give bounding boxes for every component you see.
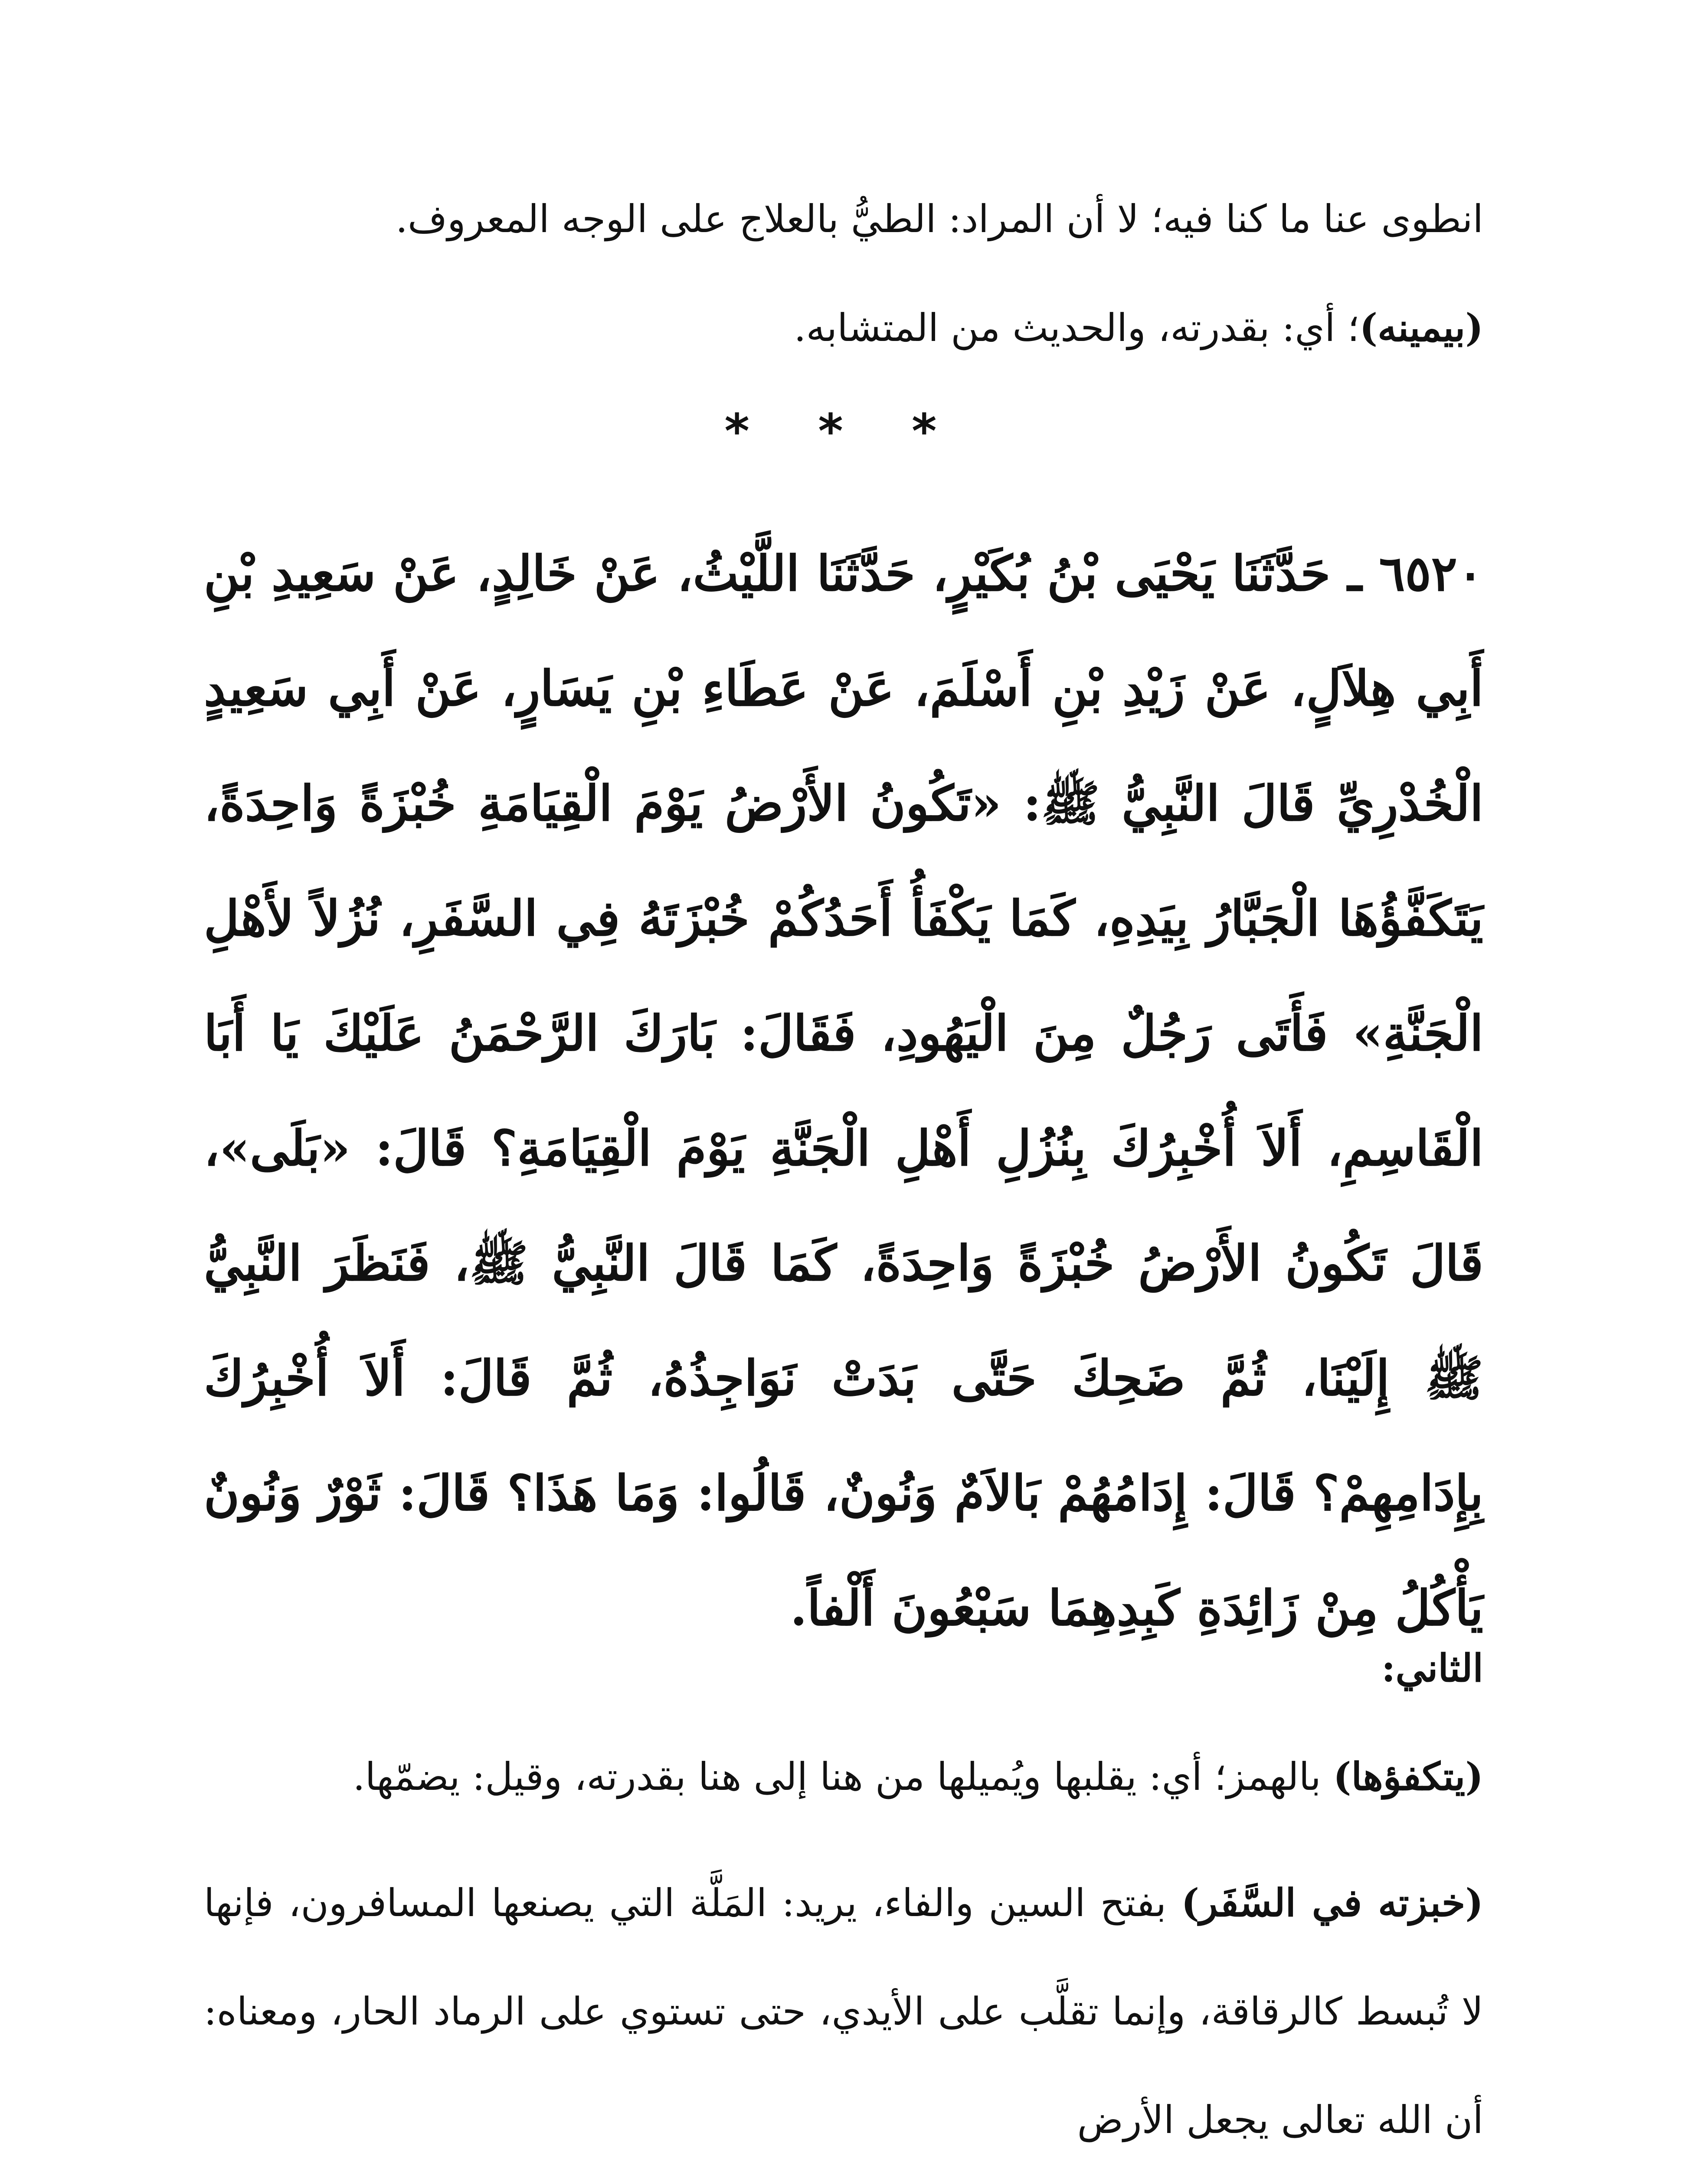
term-biyaminihi: (بيمينه) <box>1359 305 1483 350</box>
hadith-text: ٦٥٢٠ ـ حَدَّثَنَا يَحْيَى بْنُ بُكَيْرٍ، حَدَّثَنَا اللَّيْثُ، عَنْ خَالِدٍ، عَنْ سَعِيدِ بْنِ أَبِي هِلاَلٍ، عَنْ زَيْدِ بْنِ أَسْلَمَ، عَنْ عَطَاءِ بْنِ يَسَارٍ، عَنْ أَبِي سَعِيدٍ الْخُدْرِيِّ قَالَ النَّبِيُّ ﷺ: «تَكُونُ الأَرْضُ يَوْمَ الْقِيَامَةِ خُبْزَةً وَاحِدَةً، يَتَكَفَّؤُهَا الْجَبَّارُ بِيَدِهِ، كَمَا يَكْفَأُ أَحَدُكُمْ خُبْزَتَهُ فِي السَّفَرِ، نُزُلاً لأَهْلِ الْجَنَّةِ» فَأَتَى رَجُلٌ مِنَ الْيَهُودِ، فَقَالَ: بَارَكَ الرَّحْمَنُ عَلَيْكَ يَا أَبَا الْقَاسِمِ، أَلاَ أُخْبِرُكَ بِنُزُلِ أَهْلِ الْجَنَّةِ يَوْمَ الْقِيَامَةِ؟ قَالَ: «بَلَى»، قَالَ تَكُونُ الأَرْضُ خُبْزَةً وَاحِدَةً، كَمَا قَالَ النَّبِيُّ ﷺ، فَنَظَرَ النَّبِيُّ ﷺ إِلَيْنَا، ثُمَّ ضَحِكَ حَتَّى بَدَتْ نَوَاجِذُهُ، ثُمَّ قَالَ: أَلاَ أُخْبِرُكَ بِإِدَامِهِمْ؟ قَالَ: إِدَامُهُمْ بَالاَمٌ وَنُونٌ، قَالُوا: وَمَا هَذَا؟ قَالَ: ثَوْرٌ وَنُونٌ يَأْكُلُ مِنْ زَائِدَةِ كَبِدِهِمَا سَبْعُونَ أَلْفاً. <box>204 545 1484 1637</box>
commentary-para-2 <box>204 1848 1483 2169</box>
section-heading: الثاني: <box>1381 1645 1483 1691</box>
term-khubzatuhu: (خبزته في السَّفَر) <box>1181 1880 1483 1925</box>
section-separator: * * * <box>724 403 963 459</box>
commentary-line-2-text: ؛ أي: بقدرته، والحديث من المتشابه. <box>794 305 1360 350</box>
commentary-para-1 <box>204 1722 1483 1831</box>
hadith-block <box>204 516 1483 1666</box>
commentary-para-1-text: بالهمز؛ أي: يقلبها ويُميلها من هنا إلى هنا بقدرته، وقيل: يضمّها. <box>353 1754 1333 1799</box>
commentary-line-2 <box>204 273 1483 382</box>
commentary-top <box>204 165 1483 382</box>
commentary-para-2-text: بفتح السين والفاء، يريد: المَلَّة التي يصنعها المسافرون، فإنها لا تُبسط كالرقاقة، وإنما تقلَّب على الأيدي، حتى تستوي على الرماد الحار، ومعناه: أن الله تعالى يجعل الأرض <box>204 1881 1483 2142</box>
commentary-line-1: انطوى عنا ما كنا فيه؛ لا أن المراد: الطيُّ بالعلاج على الوجه المعروف. <box>395 197 1483 241</box>
commentary-bottom <box>204 1614 1483 2169</box>
term-yatakaffauha: (يتكفؤها) <box>1333 1754 1483 1799</box>
